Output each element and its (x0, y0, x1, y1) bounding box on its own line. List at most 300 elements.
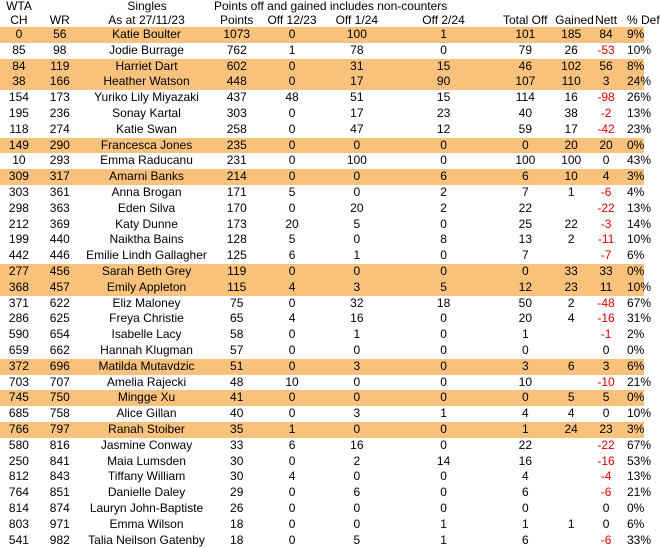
off2-header: Off 1/24 (322, 14, 392, 28)
total-off-cell: 20 (495, 311, 555, 327)
player-name: Alice Gillan (82, 406, 212, 422)
nett-cell: 11 (587, 280, 625, 296)
ch-cell: 0 (0, 27, 38, 43)
total-off-cell: 107 (495, 74, 555, 90)
gained-cell (555, 327, 587, 343)
ch-cell: 250 (0, 454, 38, 470)
table-row (0, 375, 644, 391)
gained-cell: 5 (555, 390, 587, 406)
nett-cell: -22 (587, 201, 625, 217)
pct-def-cell: 21% (625, 485, 644, 501)
off1-cell: 0 (262, 327, 322, 343)
off1-cell: 0 (262, 406, 322, 422)
off2-cell: 0 (322, 375, 392, 391)
total-off-cell: 25 (495, 217, 555, 233)
ch-header: CH (0, 14, 38, 28)
wr-cell: 166 (38, 74, 82, 90)
points-cell: 115 (211, 280, 262, 296)
off3-cell: 15 (392, 59, 496, 75)
points-cell: 29 (211, 485, 262, 501)
off2-cell: 17 (322, 106, 392, 122)
player-name: Amelia Rajecki (82, 375, 212, 391)
off3-cell: 2 (392, 185, 496, 201)
points-cell: 48 (211, 375, 262, 391)
total-off-cell: 1 (495, 327, 555, 343)
player-name: Mingge Xu (82, 390, 212, 406)
player-name: Harriet Dart (82, 59, 212, 75)
off2-cell: 0 (322, 264, 392, 280)
total-off-cell: 3 (495, 359, 555, 375)
off2-cell: 47 (322, 122, 392, 138)
gained-cell: 38 (555, 106, 587, 122)
pct-def-cell: 13% (625, 469, 644, 485)
points-cell: 171 (211, 185, 262, 201)
points-cell: 57 (211, 343, 262, 359)
pct-def-cell: 53% (625, 454, 644, 470)
ch-cell: 442 (0, 248, 38, 264)
points-cell: 125 (211, 248, 262, 264)
wr-cell: 446 (38, 248, 82, 264)
off1-cell: 5 (262, 232, 322, 248)
off2-cell: 0 (322, 343, 392, 359)
total-off-cell: 0 (495, 138, 555, 154)
off1-cell: 0 (262, 296, 322, 312)
points-cell: 65 (211, 311, 262, 327)
off2-cell: 0 (322, 501, 392, 517)
player-name: Francesca Jones (82, 138, 212, 154)
off1-cell: 10 (262, 375, 322, 391)
player-name: Ranah Stoiber (82, 422, 212, 438)
off3-cell: 0 (392, 153, 496, 169)
player-name: Anna Brogan (82, 185, 212, 201)
off2-cell: 0 (322, 138, 392, 154)
nett-cell: -42 (587, 122, 625, 138)
wr-cell: 622 (38, 296, 82, 312)
gained-cell (555, 485, 587, 501)
off1-cell: 0 (262, 454, 322, 470)
points-cell: 602 (211, 59, 262, 75)
nett-cell: -16 (587, 454, 625, 470)
ch-cell: 803 (0, 517, 38, 533)
nett-cell: 33 (587, 264, 625, 280)
nett-cell: 5 (587, 390, 625, 406)
pct-def-cell: 0% (625, 501, 644, 517)
gained-cell: 2 (555, 296, 587, 312)
total-off-cell: 1 (495, 422, 555, 438)
gained-cell: 23 (555, 280, 587, 296)
points-cell: 762 (211, 43, 262, 59)
gained-cell (555, 248, 587, 264)
points-cell: 448 (211, 74, 262, 90)
off3-cell: 15 (392, 90, 496, 106)
off1-cell: 0 (262, 122, 322, 138)
total-off-cell: 0 (495, 390, 555, 406)
ch-cell: 703 (0, 375, 38, 391)
points-cell: 41 (211, 390, 262, 406)
nett-cell: -6 (587, 533, 625, 548)
pct-def-cell: 31% (625, 311, 644, 327)
ch-cell: 766 (0, 422, 38, 438)
nett-cell: 0 (587, 501, 625, 517)
pct-def-cell: 10% (625, 406, 644, 422)
nett-cell: -3 (587, 217, 625, 233)
nett-cell: 23 (587, 422, 625, 438)
table-row (0, 153, 644, 169)
wr-cell: 625 (38, 311, 82, 327)
off3-cell: 2 (392, 201, 496, 217)
table-row (0, 106, 644, 122)
blank-header (38, 0, 82, 14)
off1-cell: 4 (262, 469, 322, 485)
points-cell: 170 (211, 201, 262, 217)
player-name: Emilie Lindh Gallagher (82, 248, 212, 264)
off1-cell: 0 (262, 106, 322, 122)
player-name: Amarni Banks (82, 169, 212, 185)
pct-def-cell: 26% (625, 90, 644, 106)
off1-cell: 0 (262, 169, 322, 185)
wr-cell: 874 (38, 501, 82, 517)
gained-cell: 2 (555, 232, 587, 248)
table-row (0, 533, 644, 548)
off3-cell: 0 (392, 390, 496, 406)
off2-cell: 51 (322, 90, 392, 106)
gained-cell (555, 201, 587, 217)
total-off-cell: 100 (495, 153, 555, 169)
off1-cell: 5 (262, 185, 322, 201)
table-row (0, 280, 644, 296)
off3-cell: 8 (392, 232, 496, 248)
nett-cell: -98 (587, 90, 625, 106)
table-row (0, 327, 644, 343)
nett-cell: 0 (587, 343, 625, 359)
points-cell: 30 (211, 469, 262, 485)
player-name: Yuriko Lily Miyazaki (82, 90, 212, 106)
off3-cell: 1 (392, 533, 496, 548)
points-header: Points (211, 14, 262, 28)
player-name: Sarah Beth Grey (82, 264, 212, 280)
nett-cell: 0 (587, 153, 625, 169)
gained-cell (555, 533, 587, 548)
ch-cell: 277 (0, 264, 38, 280)
nett-cell: 84 (587, 27, 625, 43)
wr-cell: 456 (38, 264, 82, 280)
nett-cell: 0 (587, 406, 625, 422)
pct-def-cell: 6% (625, 248, 644, 264)
player-name: Talia Neilson Gatenby (82, 533, 212, 548)
table-row (0, 501, 644, 517)
off1-cell: 6 (262, 248, 322, 264)
off2-cell: 78 (322, 43, 392, 59)
wr-cell: 457 (38, 280, 82, 296)
ch-cell: 745 (0, 390, 38, 406)
pct-def-cell: 10% (625, 280, 644, 296)
points-cell: 303 (211, 106, 262, 122)
nett-header: Nett (587, 14, 625, 28)
pct-def-cell: 10% (625, 43, 644, 59)
table-row (0, 43, 644, 59)
header-row-1 (0, 0, 644, 14)
off1-cell: 0 (262, 517, 322, 533)
off2-cell: 0 (322, 469, 392, 485)
total-off-cell: 0 (495, 501, 555, 517)
off3-cell: 0 (392, 138, 496, 154)
gained-cell: 100 (555, 153, 587, 169)
points-note-header: Points off and gained includes non-counters (212, 0, 478, 14)
total-off-cell: 0 (495, 264, 555, 280)
table-row (0, 27, 644, 43)
points-cell: 33 (211, 438, 262, 454)
pct-def-cell: 2% (625, 327, 644, 343)
table-row (0, 232, 644, 248)
wr-cell: 843 (38, 469, 82, 485)
off3-header: Off 2/24 (392, 14, 496, 28)
ch-cell: 368 (0, 280, 38, 296)
nett-cell: -48 (587, 296, 625, 312)
player-name: Jodie Burrage (82, 43, 212, 59)
pct-def-cell: 3% (625, 169, 644, 185)
total-off-cell: 40 (495, 106, 555, 122)
wta-header: WTA (0, 0, 38, 14)
player-name: Naiktha Bains (82, 232, 212, 248)
table-row (0, 343, 644, 359)
off2-cell: 100 (322, 153, 392, 169)
wr-cell: 654 (38, 327, 82, 343)
gained-cell: 33 (555, 264, 587, 280)
ch-cell: 764 (0, 485, 38, 501)
points-cell: 214 (211, 169, 262, 185)
off2-cell: 0 (322, 517, 392, 533)
off2-cell: 0 (322, 390, 392, 406)
off2-cell: 16 (322, 438, 392, 454)
total-off-cell: 114 (495, 90, 555, 106)
ch-cell: 814 (0, 501, 38, 517)
ch-cell: 199 (0, 232, 38, 248)
points-cell: 26 (211, 501, 262, 517)
nett-cell: -2 (587, 106, 625, 122)
ch-cell: 154 (0, 90, 38, 106)
nett-cell: -6 (587, 185, 625, 201)
table-row (0, 485, 644, 501)
ch-cell: 685 (0, 406, 38, 422)
points-cell: 235 (211, 138, 262, 154)
off2-cell: 20 (322, 201, 392, 217)
player-name: Emma Raducanu (82, 153, 212, 169)
wr-cell: 982 (38, 533, 82, 548)
gained-cell: 4 (555, 311, 587, 327)
player-name: Emily Appleton (82, 280, 212, 296)
total-off-cell: 22 (495, 201, 555, 217)
pct-def-cell: 0% (625, 138, 644, 154)
wr-cell: 369 (38, 217, 82, 233)
table-row (0, 422, 644, 438)
gained-cell: 110 (555, 74, 587, 90)
pct-def-cell: 33% (625, 533, 644, 548)
gained-cell: 16 (555, 90, 587, 106)
player-name: Matilda Mutavdzic (82, 359, 212, 375)
off3-cell: 0 (392, 327, 496, 343)
total-off-cell: 4 (495, 469, 555, 485)
pct-def-cell: 21% (625, 375, 644, 391)
off3-cell: 1 (392, 27, 496, 43)
player-name: Hannah Klugman (82, 343, 212, 359)
nett-cell: 20 (587, 138, 625, 154)
off3-cell: 14 (392, 454, 496, 470)
table-row (0, 248, 644, 264)
points-cell: 119 (211, 264, 262, 280)
gained-cell (555, 501, 587, 517)
table-row (0, 438, 644, 454)
wr-cell: 851 (38, 485, 82, 501)
off1-cell: 0 (262, 485, 322, 501)
pct-def-cell: 3% (625, 422, 644, 438)
wr-cell: 696 (38, 359, 82, 375)
gained-cell (555, 438, 587, 454)
off1-cell: 0 (262, 501, 322, 517)
table-row (0, 201, 644, 217)
off1-cell: 0 (262, 27, 322, 43)
wr-cell: 56 (38, 27, 82, 43)
off2-cell: 32 (322, 296, 392, 312)
gained-cell (555, 343, 587, 359)
points-cell: 35 (211, 422, 262, 438)
off2-cell: 1 (322, 248, 392, 264)
off2-cell: 3 (322, 280, 392, 296)
table-row (0, 138, 644, 154)
off3-cell: 0 (392, 501, 496, 517)
gained-cell: 26 (555, 43, 587, 59)
off2-cell: 31 (322, 59, 392, 75)
total-off-cell: 13 (495, 232, 555, 248)
off1-cell: 0 (262, 264, 322, 280)
points-cell: 18 (211, 533, 262, 548)
gained-cell: 17 (555, 122, 587, 138)
total-off-cell: 22 (495, 438, 555, 454)
off3-cell: 23 (392, 106, 496, 122)
pct-def-cell: 6% (625, 359, 644, 375)
off3-cell: 0 (392, 422, 496, 438)
wr-cell: 173 (38, 90, 82, 106)
off3-cell: 1 (392, 406, 496, 422)
off2-cell: 3 (322, 359, 392, 375)
player-name: Katy Dunne (82, 217, 212, 233)
wr-cell: 797 (38, 422, 82, 438)
nett-cell: 4 (587, 169, 625, 185)
nett-cell: -11 (587, 232, 625, 248)
ch-cell: 580 (0, 438, 38, 454)
ch-cell: 84 (0, 59, 38, 75)
player-name: Tiffany William (82, 469, 212, 485)
points-cell: 30 (211, 454, 262, 470)
gained-cell: 10 (555, 169, 587, 185)
ch-cell: 85 (0, 43, 38, 59)
total-off-cell: 6 (495, 485, 555, 501)
off3-cell: 0 (392, 375, 496, 391)
total-off-cell: 101 (495, 27, 555, 43)
pct-def-cell: 9% (625, 27, 644, 43)
ch-cell: 309 (0, 169, 38, 185)
off3-cell: 0 (392, 264, 496, 280)
off1-cell: 0 (262, 533, 322, 548)
player-name: Jasmine Conway (82, 438, 212, 454)
nett-cell: -1 (587, 327, 625, 343)
wr-cell: 361 (38, 185, 82, 201)
off1-cell: 0 (262, 201, 322, 217)
total-off-cell: 7 (495, 185, 555, 201)
as-at-header: As at 27/11/23 (82, 14, 212, 28)
off2-cell: 5 (322, 217, 392, 233)
off1-cell: 1 (262, 43, 322, 59)
player-name: Eliz Maloney (82, 296, 212, 312)
table-row (0, 169, 644, 185)
gained-cell: 20 (555, 138, 587, 154)
ch-cell: 286 (0, 311, 38, 327)
off1-cell: 0 (262, 138, 322, 154)
ch-cell: 303 (0, 185, 38, 201)
off3-cell: 6 (392, 169, 496, 185)
off2-cell: 0 (322, 169, 392, 185)
total-off-cell: 10 (495, 375, 555, 391)
total-off-cell: 46 (495, 59, 555, 75)
total-off-cell: 6 (495, 169, 555, 185)
off3-cell: 5 (392, 280, 496, 296)
wr-cell: 440 (38, 232, 82, 248)
table-row (0, 264, 644, 280)
off2-cell: 0 (322, 185, 392, 201)
off3-cell: 0 (392, 438, 496, 454)
off1-cell: 0 (262, 153, 322, 169)
nett-cell: 0 (587, 517, 625, 533)
wr-cell: 290 (38, 138, 82, 154)
total-off-cell: 0 (495, 343, 555, 359)
pct-def-cell: 0% (625, 264, 644, 280)
gained-cell (555, 375, 587, 391)
points-cell: 173 (211, 217, 262, 233)
nett-cell: -53 (587, 43, 625, 59)
ch-cell: 372 (0, 359, 38, 375)
off2-cell: 3 (322, 406, 392, 422)
gained-cell: 102 (555, 59, 587, 75)
wr-cell: 98 (38, 43, 82, 59)
ch-cell: 38 (0, 74, 38, 90)
header-row-2 (0, 14, 644, 28)
nett-cell: -16 (587, 311, 625, 327)
pct-def-cell: 67% (625, 438, 644, 454)
off1-header: Off 12/23 (262, 14, 322, 28)
total-off-header: Total Off (495, 14, 555, 28)
player-name: Sonay Kartal (82, 106, 212, 122)
off1-cell: 6 (262, 438, 322, 454)
player-name: Katie Swan (82, 122, 212, 138)
wr-cell: 119 (38, 59, 82, 75)
table-row (0, 469, 644, 485)
off3-cell: 12 (392, 122, 496, 138)
gained-cell: 6 (555, 359, 587, 375)
gained-cell: 1 (555, 185, 587, 201)
gained-cell: 22 (555, 217, 587, 233)
table-row (0, 517, 644, 533)
off3-cell: 0 (392, 311, 496, 327)
nett-cell: -6 (587, 485, 625, 501)
player-name: Danielle Daley (82, 485, 212, 501)
nett-cell: -7 (587, 248, 625, 264)
ch-cell: 590 (0, 327, 38, 343)
points-cell: 18 (211, 517, 262, 533)
off2-cell: 5 (322, 533, 392, 548)
pct-def-cell: 14% (625, 217, 644, 233)
wr-cell: 236 (38, 106, 82, 122)
player-name: Maia Lumsden (82, 454, 212, 470)
ch-cell: 195 (0, 106, 38, 122)
